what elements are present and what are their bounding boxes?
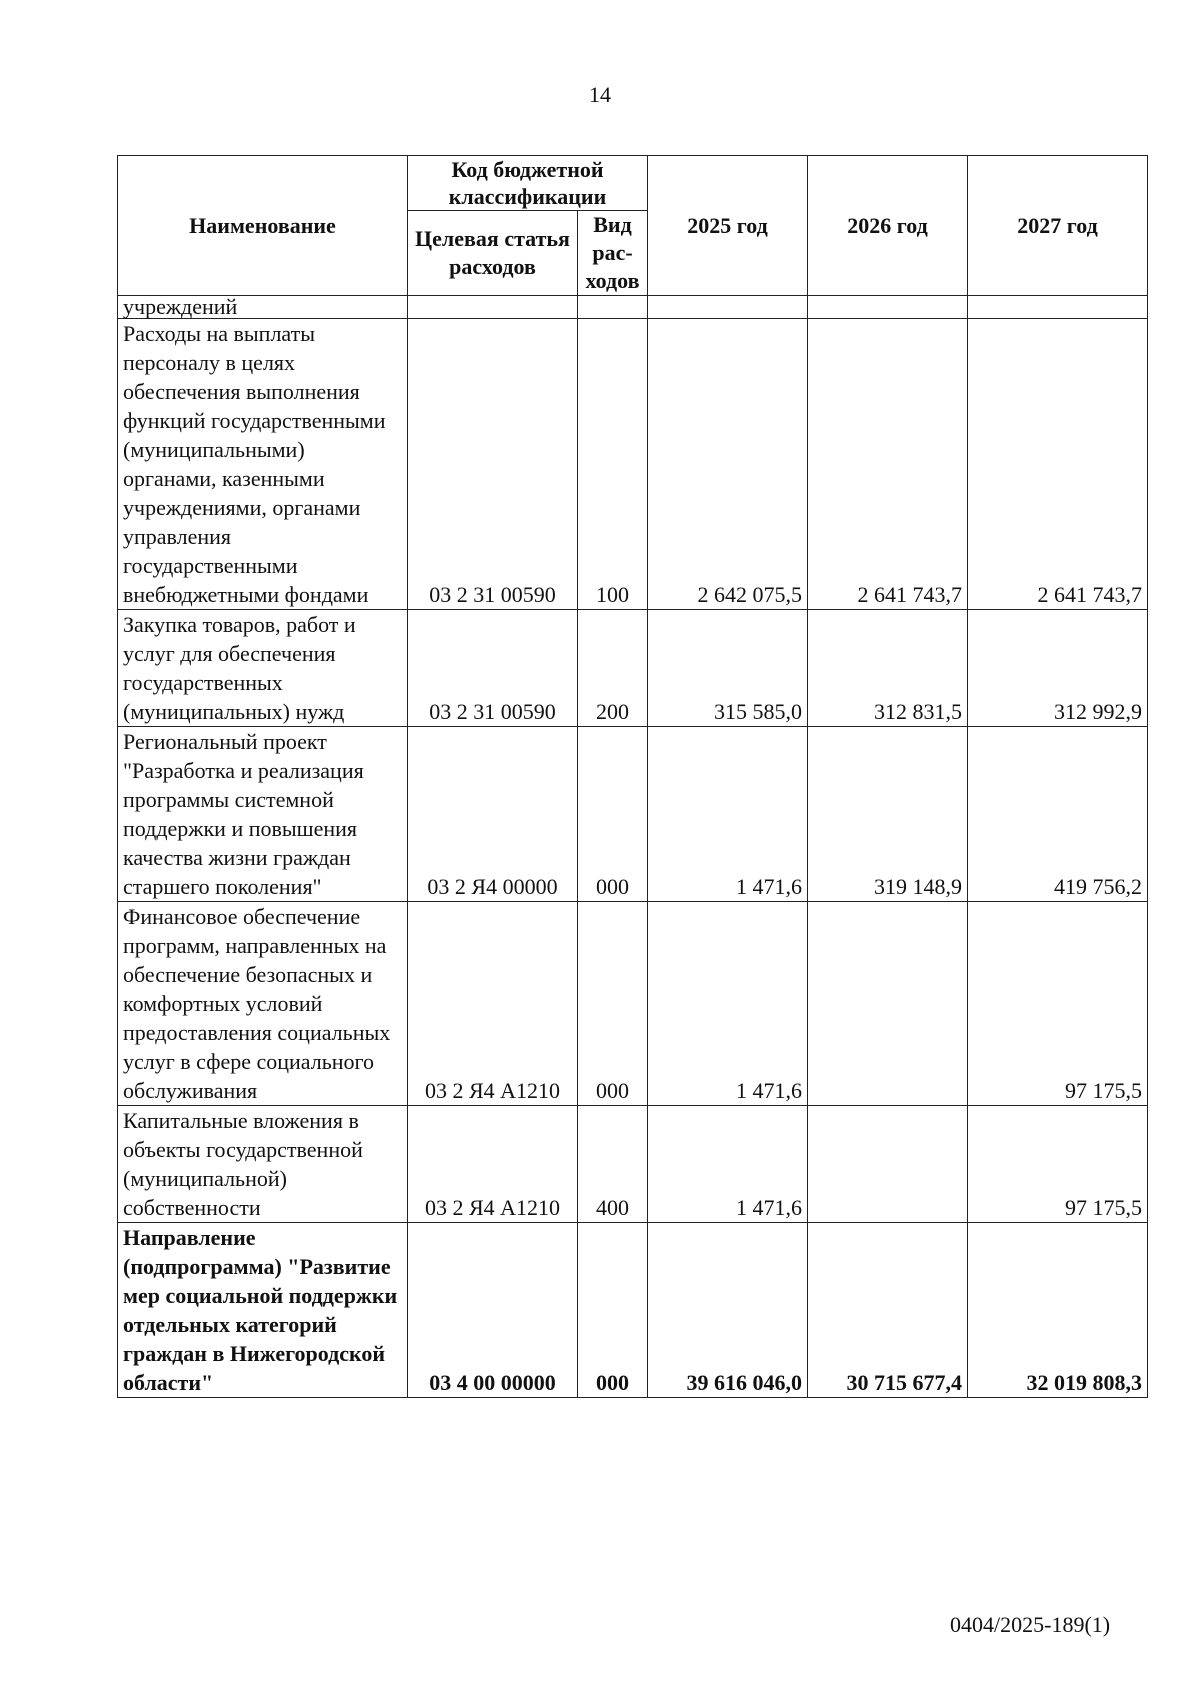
row-code: 03 4 00 00000 [408, 1223, 578, 1398]
row-code [408, 296, 578, 319]
table-row [118, 902, 1148, 1106]
row-2026 [808, 902, 968, 1106]
header-target-article: Целевая статья расходов [408, 211, 578, 296]
row-kind [578, 296, 648, 319]
row-code: 03 2 Я4 А1210 [408, 902, 578, 1106]
row-code: 03 2 Я4 А1210 [408, 1106, 578, 1223]
table-row [118, 1106, 1148, 1223]
row-code: 03 2 Я4 00000 [408, 727, 578, 902]
row-2025 [648, 296, 808, 319]
header-expense-type: Вид рас- ходов [578, 211, 648, 296]
row-2025: 315 585,0 [648, 610, 808, 727]
row-name: Расходы на выплаты персоналу в целях обеспечения выполнения функций государственными (муниципальными) органами, казенными учреждениями, органами управления государственными внебюджетными фондами [118, 319, 408, 610]
row-name: Направление (подпрограмма) "Развитие мер социальной поддержки отдельных категорий граждан в Нижегородской области" [118, 1223, 408, 1398]
header-year-2027: 2027 год [968, 156, 1148, 296]
table-row [118, 1223, 1148, 1398]
row-2026: 312 831,5 [808, 610, 968, 727]
header-year-2026: 2026 год [808, 156, 968, 296]
row-2025: 1 471,6 [648, 727, 808, 902]
row-name: Закупка товаров, работ и услуг для обеспечения государственных (муниципальных) нужд [118, 610, 408, 727]
row-2027: 97 175,5 [968, 1106, 1148, 1223]
budget-table [117, 155, 1148, 1398]
page-number: 14 [589, 82, 611, 107]
row-2026 [808, 1106, 968, 1223]
row-2027: 2 641 743,7 [968, 319, 1148, 610]
row-kind: 100 [578, 319, 648, 610]
row-name: Капитальные вложения в объекты государственной (муниципальной) собственности [118, 1106, 408, 1223]
row-name: учреждений [118, 296, 408, 319]
table-row [118, 610, 1148, 727]
row-kind: 000 [578, 1223, 648, 1398]
row-2026: 30 715 677,4 [808, 1223, 968, 1398]
header-row-1 [118, 156, 1148, 211]
row-2025: 39 616 046,0 [648, 1223, 808, 1398]
row-name: Региональный проект "Разработка и реализация программы системной поддержки и повышения качества жизни граждан старшего поколения" [118, 727, 408, 902]
row-2027: 97 175,5 [968, 902, 1148, 1106]
header-budget-code: Код бюджетной классификации [408, 156, 648, 211]
header-name: Наименование [118, 156, 408, 296]
row-2026 [808, 296, 968, 319]
row-2026: 319 148,9 [808, 727, 968, 902]
row-kind: 200 [578, 610, 648, 727]
row-2026: 2 641 743,7 [808, 319, 968, 610]
row-code: 03 2 31 00590 [408, 610, 578, 727]
row-2027: 419 756,2 [968, 727, 1148, 902]
table-row [118, 296, 1148, 319]
row-kind: 000 [578, 902, 648, 1106]
row-2027: 32 019 808,3 [968, 1223, 1148, 1398]
row-2027: 312 992,9 [968, 610, 1148, 727]
header-year-2025: 2025 год [648, 156, 808, 296]
table-row [118, 319, 1148, 610]
row-2025: 2 642 075,5 [648, 319, 808, 610]
document-code: 0404/2025-189(1) [950, 1612, 1111, 1637]
row-code: 03 2 31 00590 [408, 319, 578, 610]
row-2025: 1 471,6 [648, 1106, 808, 1223]
table-row [118, 727, 1148, 902]
row-kind: 000 [578, 727, 648, 902]
row-2025: 1 471,6 [648, 902, 808, 1106]
row-kind: 400 [578, 1106, 648, 1223]
row-2027 [968, 296, 1148, 319]
row-name: Финансовое обеспечение программ, направленных на обеспечение безопасных и комфортных условий предоставления социальных услуг в сфере социального обслуживания [118, 902, 408, 1106]
